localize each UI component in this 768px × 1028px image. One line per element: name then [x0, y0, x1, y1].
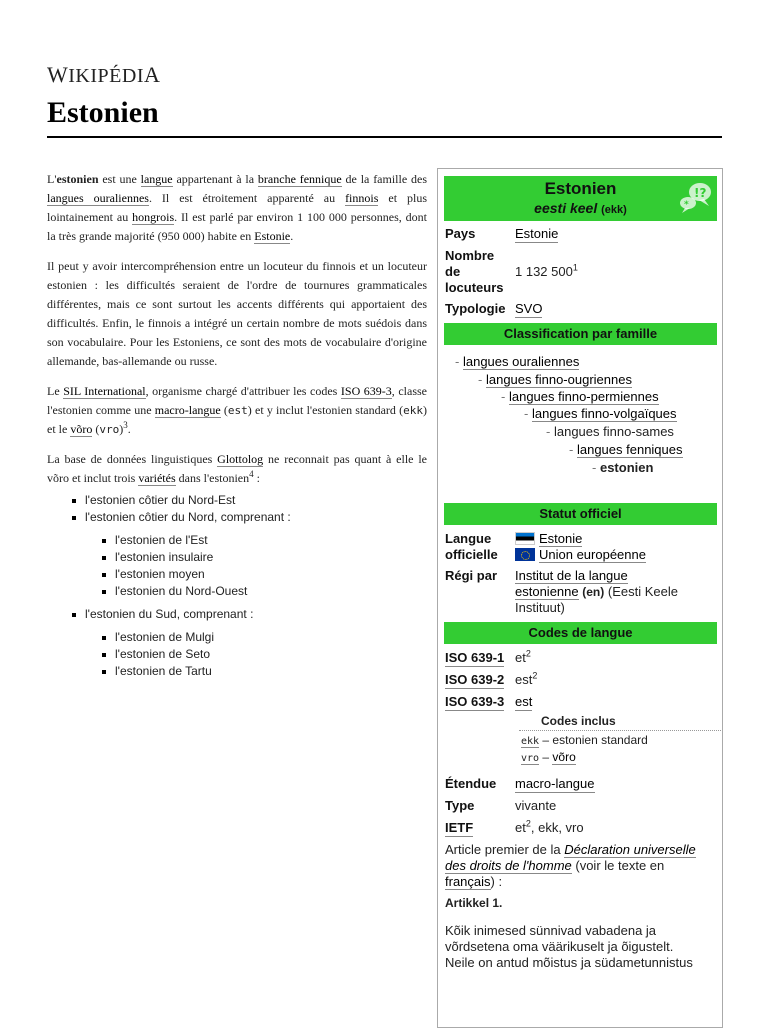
list-item: l'estonien moyen — [115, 566, 427, 583]
section-classification: Classification par famille — [444, 323, 717, 345]
link-varietes[interactable]: variétés — [138, 471, 176, 485]
infobox-header — [444, 176, 717, 221]
link-iso-639-2[interactable]: ISO 639-2 — [445, 672, 505, 687]
tree-item: - langues finno-sames — [546, 424, 674, 439]
en-link[interactable]: (en) — [582, 585, 605, 599]
list-item: l'estonien insulaire — [115, 549, 427, 566]
intro-paragraph: L'estonien est une langue appartenant à la branche fennique de la famille des langues ouraliennes. Il est étroitement apparenté au finnois et plus lointainement au hongrois. Il est parlé par environ 1 100 000 personnes, dont la très grande majorité (950 000) habite en Estonie. — [47, 172, 428, 243]
link-macro-langue[interactable]: macro-langue — [154, 403, 221, 417]
artikkel-text: Kõik inimesed sünnivad vabadena ja võrdsetena oma väärikuselt ja õigustelt. Neile on antud mõistus ja südametunnistus — [445, 923, 693, 970]
section-statut-officiel: Statut officiel — [444, 503, 717, 525]
link-code-est[interactable]: est — [515, 694, 533, 709]
list-item: l'estonien de l'Est — [115, 532, 427, 549]
link-estonie[interactable]: Estonie — [254, 229, 291, 243]
link-declaration[interactable]: Déclaration universelle — [564, 842, 696, 857]
estonia-flag-icon — [515, 532, 535, 545]
sil-paragraph: Le SIL International, organisme chargé d'attribuer les codes ISO 639-3, classe l'estonien comme une macro-langue (est) et y inclut l'estonien standard (ekk) et le võro (vro)$^3$. — [47, 384, 428, 436]
reference-3[interactable]: 3 — [123, 420, 128, 430]
speech-bubble-icon — [679, 180, 713, 214]
list-item: l'estonien de Seto — [115, 646, 427, 663]
article-premier: Article premier de la Déclaration universelle des droits de l'homme (voir le texte en français) : — [445, 842, 696, 889]
infobox-native-name: eesti keel (ekk) — [534, 200, 627, 216]
link-hongrois[interactable]: hongrois — [132, 210, 175, 224]
list-item: l'estonien de Tartu — [115, 663, 427, 680]
list-item: l'estonien côtier du Nord, comprenant : l'estonien de l'Est l'estonien insulaire l'estonien moyen l'estonien du Nord-Ouest — [85, 509, 427, 600]
reference-4[interactable]: 4 — [249, 469, 254, 479]
title-divider — [47, 136, 722, 138]
list-item: l'estonien de Mulgi — [115, 629, 427, 646]
intercomprehension-paragraph: Il peut y avoir intercompréhension entre un locuteur du finnois et un locuteur estonien : les difficultés seraient de l'ordre de tournures grammaticales différentes, mais ce sont surtout les accents différents qui apportaient des difficultés. Enfin, le finnois a intégré un certain nombre de mots suédois dans son vocabulaire. Pour les Estoniens, ce sont des mots de vocabulaire d'origine allemande, bas-allemande ou russe. — [47, 259, 427, 368]
svg-text:!?: !? — [694, 186, 707, 200]
tree-item: - langues finno-permiennes — [501, 389, 659, 404]
link-iso-639-3[interactable]: ISO 639-3 — [340, 384, 392, 398]
list-item: l'estonien du Sud, comprenant : l'estonien de Mulgi l'estonien de Seto l'estonien de Tartu — [85, 606, 427, 680]
list-item: l'estonien côtier du Nord-Est — [85, 492, 427, 509]
article-body — [47, 170, 427, 686]
link-pays-estonie[interactable]: Estonie — [515, 226, 559, 241]
svg-text:*: * — [684, 200, 689, 210]
tree-item: - langues finno-volgaïques — [524, 406, 677, 421]
link-branche-fennique[interactable]: branche fennique — [257, 172, 342, 186]
link-union-europeenne[interactable]: Union européenne — [539, 547, 646, 562]
link-langue[interactable]: langue — [140, 172, 173, 186]
eu-flag-icon — [515, 548, 535, 561]
tree-item: - estonien — [592, 460, 654, 475]
link-voro[interactable]: võro — [70, 422, 93, 436]
link-ietf[interactable]: IETF — [445, 820, 474, 835]
link-svo[interactable]: SVO — [515, 301, 543, 316]
link-institut-langue[interactable]: Institut de la langue — [515, 568, 628, 583]
artikkel-heading: Artikkel 1. — [445, 896, 503, 910]
wikipedia-wordmark[interactable]: WIKIPÉDIA — [47, 62, 161, 87]
codes-inclus: Codes inclus ekk – estonien standard vro – võro — [445, 714, 717, 774]
tree-item: - langues ouraliennes — [455, 354, 580, 369]
infobox-title: Estonien — [544, 179, 617, 198]
section-codes-langue: Codes de langue — [444, 622, 717, 644]
link-sil-international[interactable]: SIL International — [63, 384, 146, 398]
link-institut-langue-2[interactable]: estonienne — [515, 584, 579, 599]
link-langue-estonie[interactable]: Estonie — [539, 531, 583, 546]
tree-item: - langues finno-ougriennes — [478, 372, 632, 387]
link-francais[interactable]: français — [445, 874, 491, 889]
page-title: Estonien — [47, 96, 159, 129]
link-finnois[interactable]: finnois — [345, 191, 379, 205]
link-glottolog[interactable]: Glottolog — [217, 452, 264, 466]
included-code-row: ekk – estonien standard — [521, 733, 648, 747]
link-iso-639-1[interactable]: ISO 639-1 — [445, 650, 505, 665]
language-infobox: Estonien eesti keel (ekk) !? * Pays Estonie Nombre de locuteurs 1 132 $500^1$ Typologie SVO Classification par famille - langues ouraliennes - langues finno-ougriennes - langues finno-permiennes - langues finno-volgaïques - langues finno-sames - langues fenniques - estonien Statut officiel Langue officielle Estonie Union européenne Régi par Institut de la langue estonienne (en) (Eesti Keele Instituut) Codes de langue ISO 639-1 $et^2$ ISO 639-2 est$^2$ ISO 639-3 est Codes inclus ekk – estonien standard vro – võro Étendue macro-langue Type vivante IETF $et^2$, ekk, vro Article premier de la Déclaration universelle des droits de l'homme (voir le texte en français) : Artikkel 1. Kõik inimesed sünnivad vabadena ja võrdsetena oma väärikuselt ja õigustelt. Neile on antud mõistus ja südametunnistus — [437, 168, 723, 1028]
included-code-row: vro – võro — [521, 750, 576, 764]
reference-1[interactable]: 1 — [572, 262, 578, 273]
glottolog-paragraph: La base de données linguistiques Glottolog ne reconnait pas quant à elle le võro et inclut trois variétés dans l'estonien$^4$ : — [47, 452, 427, 485]
tree-item: - langues fenniques — [569, 442, 683, 457]
sub-list — [85, 532, 427, 600]
list-item: l'estonien du Nord-Ouest — [115, 583, 427, 600]
link-droits-homme[interactable]: des droits de l'homme — [445, 858, 572, 873]
dialect-list — [47, 492, 427, 680]
link-macro-langue-infobox[interactable]: macro-langue — [515, 776, 595, 791]
sub-list — [85, 629, 427, 680]
link-langues-ouraliennes[interactable]: langues ouraliennes — [47, 191, 149, 205]
link-iso-639-3-infobox[interactable]: ISO 639-3 — [445, 694, 505, 709]
